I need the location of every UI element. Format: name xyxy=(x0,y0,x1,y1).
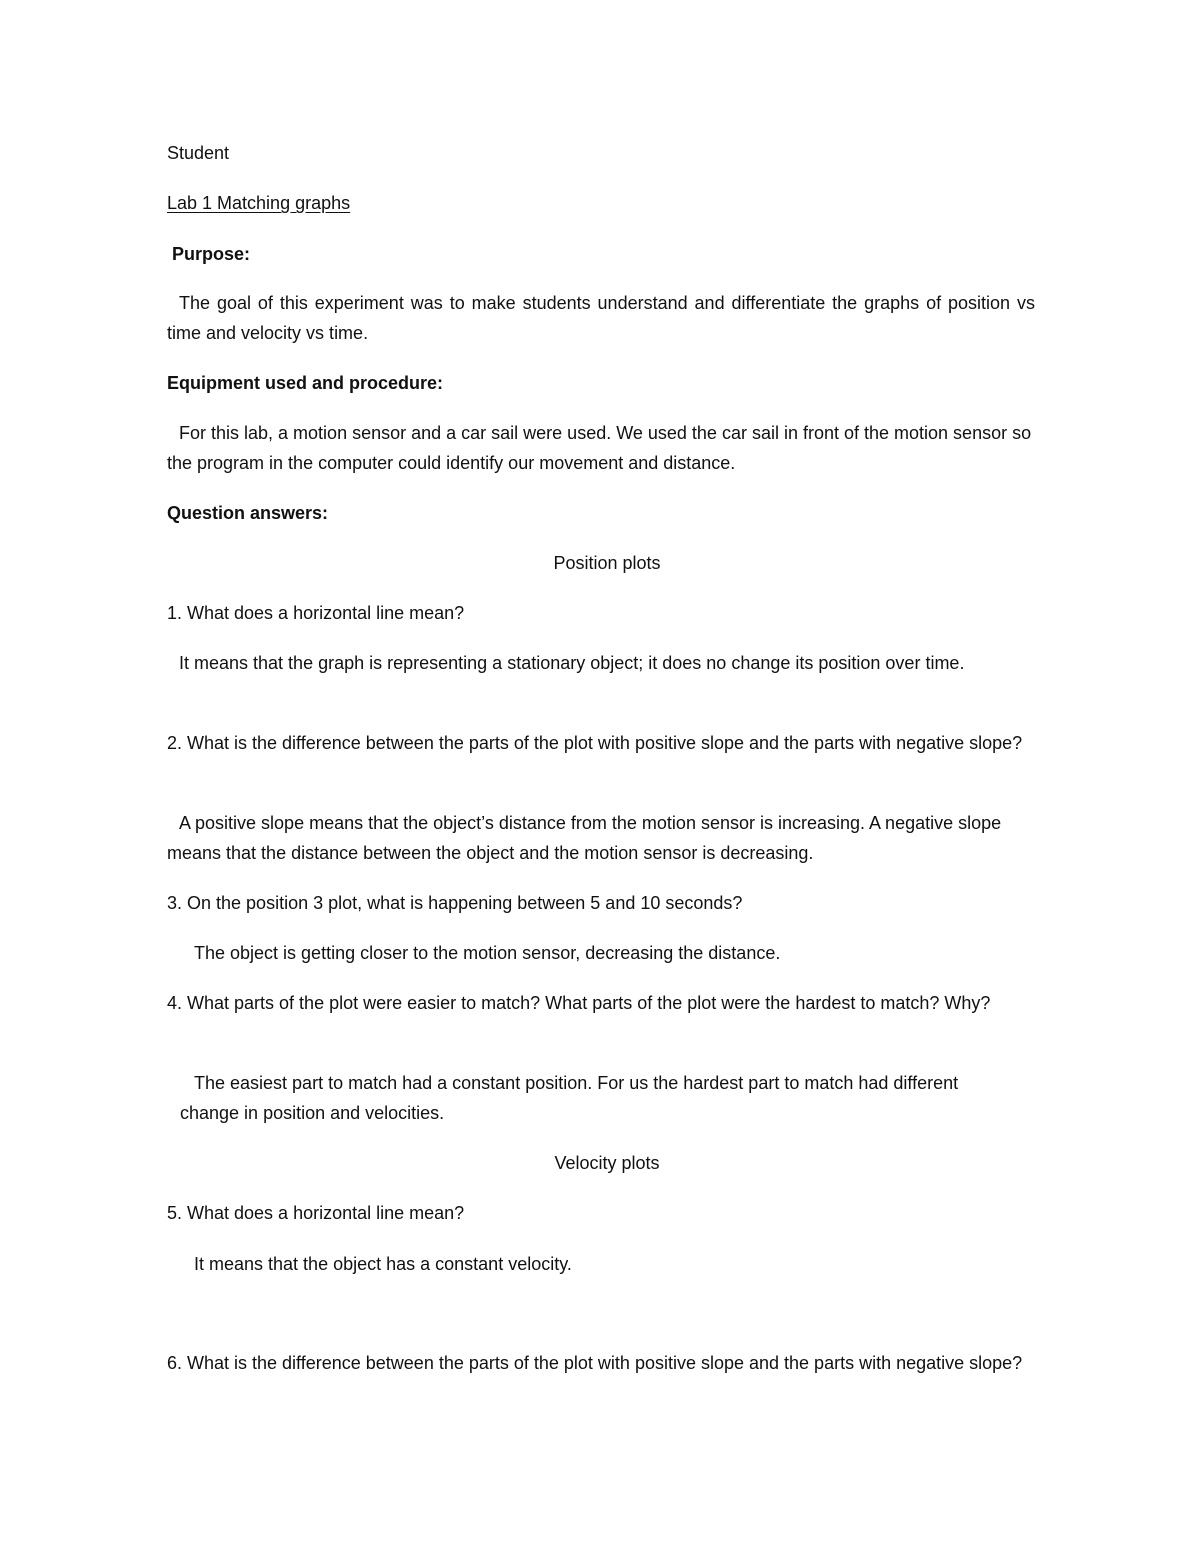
question-4: 4. What parts of the plot were easier to match? What parts of the plot were the hardest to match? Why? xyxy=(167,993,991,1013)
purpose-text: The goal of this experiment was to make students understand and differentiate the graphs of position vs time and velocity vs time. xyxy=(167,293,1035,343)
question-2: 2. What is the difference between the parts of the plot with positive slope and the parts with negative slope? xyxy=(167,733,1023,753)
equipment-heading: Equipment used and procedure: xyxy=(167,373,444,393)
answer-3: The object is getting closer to the motion sensor, decreasing the distance. xyxy=(194,943,781,963)
question-6: 6. What is the difference between the parts of the plot with positive slope and the parts with negative slope? xyxy=(167,1353,1023,1373)
answer-5: It means that the object has a constant velocity. xyxy=(194,1254,572,1274)
question-5: 5. What does a horizontal line mean? xyxy=(167,1203,465,1223)
lab-title: Lab 1 Matching graphs xyxy=(167,193,351,213)
question-3: 3. On the position 3 plot, what is happening between 5 and 10 seconds? xyxy=(167,893,743,913)
equipment-text: For this lab, a motion sensor and a car sail were used. We used the car sail in front of the motion sensor so the program in the computer could identify our movement and distance. xyxy=(167,423,1032,473)
answer-1: It means that the graph is representing a stationary object; it does no change its position over time. xyxy=(179,653,965,673)
purpose-heading: Purpose: xyxy=(172,244,251,264)
answer-4: The easiest part to match had a constant position. For us the hardest part to match had different change in position and velocities. xyxy=(180,1073,959,1123)
velocity-plots-heading: Velocity plots xyxy=(554,1153,660,1173)
position-plots-heading: Position plots xyxy=(553,553,661,573)
answer-2: A positive slope means that the object’s distance from the motion sensor is increasing. A negative slope means that the distance between the object and the motion sensor is decreasing. xyxy=(167,813,1002,863)
question-1: 1. What does a horizontal line mean? xyxy=(167,603,465,623)
student-name: Student xyxy=(167,143,230,163)
questions-heading: Question answers: xyxy=(167,503,329,523)
